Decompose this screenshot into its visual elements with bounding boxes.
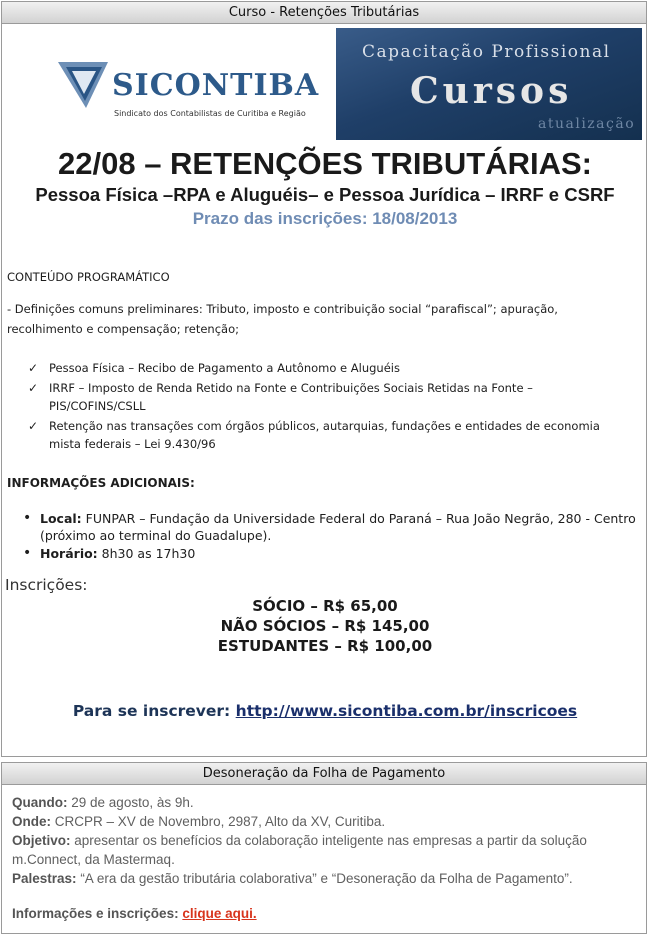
- panel-title: Curso - Retenções Tributárias: [2, 2, 646, 24]
- objetivo-value: apresentar os benefícios da colaboração inteligente nas empresas a partir da solução m.Connect, da Mastermaq.: [12, 833, 587, 867]
- definitions-text: - Definições comuns preliminares: Tributo, imposto e contribuição social “parafiscal”; apuração, recolhimento e compensação; retenção;: [7, 302, 558, 336]
- topics-checklist: [28, 359, 628, 455]
- signup-line: [2, 702, 648, 720]
- palestras-label: Palestras:: [12, 871, 77, 886]
- price-nao-socios: NÃO SÓCIOS – R$ 145,00: [220, 617, 430, 635]
- click-here-link[interactable]: clique aqui.: [182, 906, 257, 921]
- additional-info-list: [20, 510, 645, 563]
- additional-info-heading: INFORMAÇÕES ADICIONAIS:: [7, 476, 195, 490]
- inscricoes-heading: Inscrições:: [5, 576, 88, 594]
- quando-value: 29 de agosto, às 9h.: [71, 795, 194, 810]
- signup-link[interactable]: http://www.sicontiba.com.br/inscricoes: [235, 702, 578, 720]
- local-value: FUNPAR – Fundação da Universidade Federal do Paraná – Rua João Negrão, 280 - Centro (próximo ao terminal do Guadalupe).: [40, 511, 636, 543]
- spacer: [12, 888, 632, 904]
- info-label: Informações e inscrições:: [12, 906, 179, 921]
- panel-title: Desoneração da Folha de Pagamento: [2, 763, 646, 785]
- logo-name: SICONTIBA: [112, 68, 320, 103]
- quando-line: [12, 793, 632, 812]
- list-item: [28, 359, 628, 377]
- course-subheadline: Pessoa Física –RPA e Aluguéis– e Pessoa Jurídica – IRRF e CSRF: [35, 184, 615, 205]
- banner-cursos: Cursos: [410, 70, 573, 112]
- price-socio: SÓCIO – R$ 65,00: [252, 597, 398, 615]
- onde-value: CRCPR – XV de Novembro, 2987, Alto da XV, Curitiba.: [54, 814, 386, 829]
- bullet-icon: •: [23, 510, 32, 526]
- signup-label: Para se inscrever:: [72, 702, 231, 720]
- banner-capacitacao: Capacitação Profissional: [362, 42, 611, 62]
- banner-atualizacao: atualização: [538, 116, 636, 132]
- checkmark-icon: ✓: [28, 381, 39, 395]
- price-estudantes: ESTUDANTES – R$ 100,00: [217, 637, 433, 655]
- palestras-value: “A era da gestão tributária colaborativa” e “Desoneração da Folha de Pagamento”.: [80, 871, 573, 886]
- topic-text: Retenção nas transações com órgãos públicos, autarquias, fundações e entidades de economia mista federais – Lei 9.430/96: [49, 419, 600, 451]
- course-headline: 22/08 – RETENÇÕES TRIBUTÁRIAS:: [58, 146, 592, 181]
- registration-deadline: Prazo das inscrições: 18/08/2013: [192, 209, 458, 228]
- bullet-icon: •: [23, 545, 32, 561]
- course-banner[interactable]: [6, 28, 642, 140]
- list-item: [20, 510, 645, 544]
- logo-subtitle: Sindicato dos Contabilistas de Curitiba e Região: [114, 109, 306, 118]
- onde-line: [12, 812, 632, 831]
- list-item: [28, 417, 628, 453]
- objetivo-label: Objetivo:: [12, 833, 71, 848]
- course-panel: [1, 1, 647, 757]
- topic-text: IRRF – Imposto de Renda Retido na Fonte e Contribuições Sociais Retidas na Fonte – PIS/COFINS/CSLL: [49, 381, 533, 413]
- info-line: [12, 904, 632, 923]
- objetivo-line: [12, 831, 632, 869]
- horario-value: 8h30 as 17h30: [101, 546, 196, 561]
- quando-label: Quando:: [12, 795, 68, 810]
- palestras-line: [12, 869, 632, 888]
- event-details: [12, 793, 632, 923]
- local-label: Local:: [40, 511, 82, 526]
- topic-text: Pessoa Física – Recibo de Pagamento a Autônomo e Aluguéis: [49, 361, 400, 375]
- program-content-label: CONTEÚDO PROGRAMÁTICO: [7, 270, 170, 284]
- checkmark-icon: ✓: [28, 419, 39, 433]
- price-list: [2, 596, 648, 656]
- checkmark-icon: ✓: [28, 361, 39, 375]
- payroll-event-panel: [1, 762, 647, 934]
- sicontiba-logo-icon: [56, 58, 110, 112]
- list-item: [28, 379, 628, 415]
- list-item: [20, 545, 645, 562]
- onde-label: Onde:: [12, 814, 51, 829]
- horario-label: Horário:: [40, 546, 98, 561]
